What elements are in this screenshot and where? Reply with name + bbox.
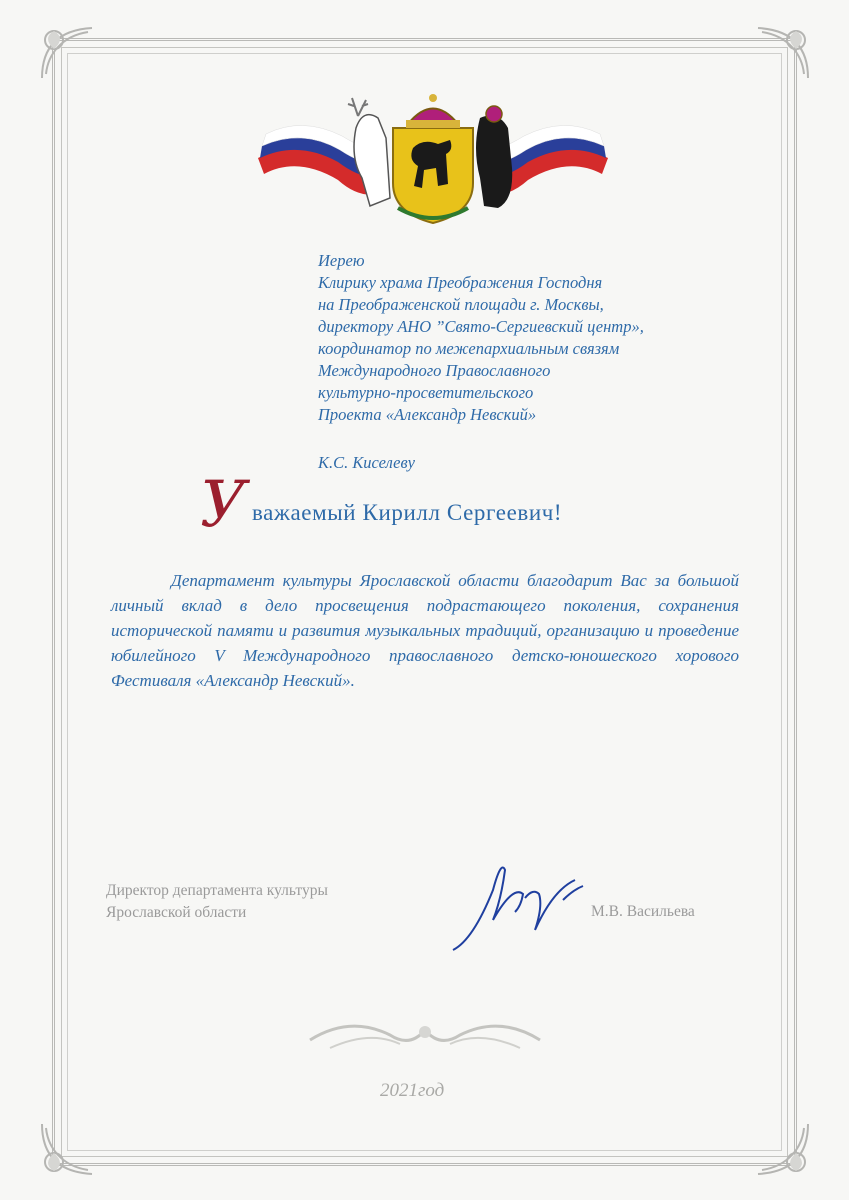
corner-ornament-icon [748,1114,818,1184]
bottom-ornament-icon [290,1010,560,1065]
greeting [200,470,680,540]
signatory-title-line: Ярославской области [106,904,247,921]
corner-ornament-icon [748,18,818,88]
body-paragraph: Департамент культуры Ярославской области благодарит Вас за большой личный вклад в дело просвещения подрастающего поколения, сохранения исторической памяти и развития музыкальных традиций, организацию и проведение юбилейного V Международного православного детско-юношеского хорового Фестиваля «Александр Невский». [111,571,739,690]
address-line: Международного Православного [318,361,551,380]
address-line: директору АНО ”Свято-Сергиевский центр», [318,317,644,336]
signatory-title-line: Директор департамента культуры [106,882,328,899]
corner-ornament-icon [32,1114,102,1184]
greeting-initial: У [200,468,247,542]
address-line: Иерею [318,251,365,270]
handwritten-signature-icon [443,850,593,960]
address-line: Проекта «Александр Невский» [318,405,537,424]
recipient-name: К.С. Киселеву [318,453,415,472]
greeting-text: важаемый Кирилл Сергеевич! [252,500,563,525]
address-line: координатор по межепархиальным связям [318,339,620,358]
signatory-name: М.В. Васильева [591,903,695,920]
coat-of-arms-icon [258,88,608,228]
address-line: культурно-просветительского [318,383,534,402]
year-label: 2021год [380,1080,445,1101]
address-line: на Преображенской площади г. Москвы, [318,295,604,314]
signatory-title [106,880,328,924]
address-block [318,250,788,426]
address-line: Клирику храма Преображения Господня [318,273,603,292]
corner-ornament-icon [32,18,102,88]
